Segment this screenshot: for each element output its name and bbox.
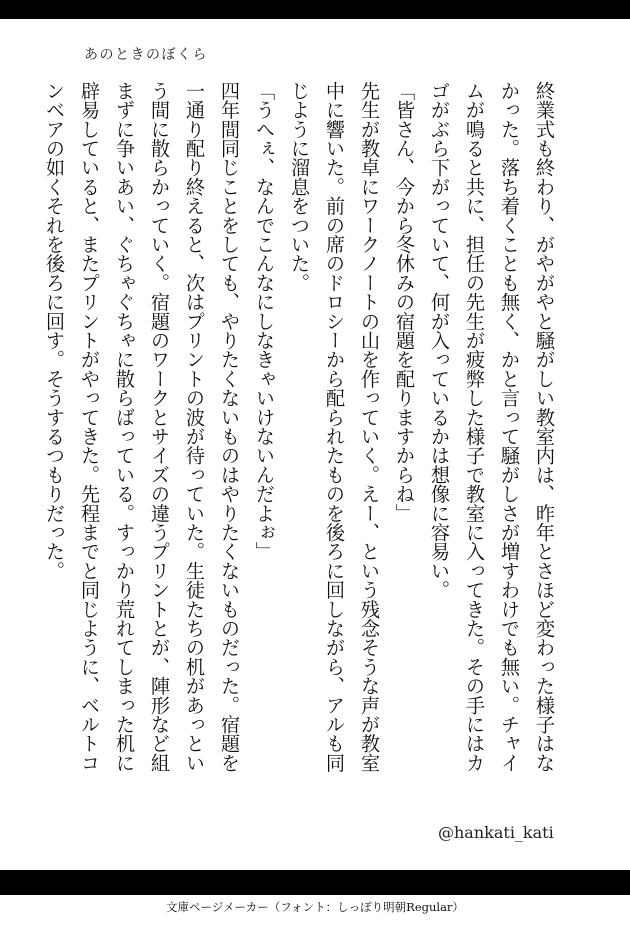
book-title: あのときのぼくら	[84, 47, 208, 63]
paragraph: 終業式も終わり、がやがやと騒がしい教室内は、昨年とさほど変わった様子はなかった。落ち着くことも無く、かと言って騒がしさが増すわけでも無い。チャイムが鳴ると共に、担任の先生が疲弊した様子で教室に入ってきた。その手にはカゴがぶら下がっていて、何が入っているかは想像に容易い。	[428, 81, 556, 773]
body-text	[43, 81, 562, 781]
paragraph: 四年間同じことをしても、やりたくないものはやりたくないものだった。宿題を一通り配り終えると、次はプリントの波が待っていた。生徒たちの机があっという間に散らかっていく。宿題のワークとサイズの違うプリントとが、陣形など組まずに争いあい、ぐちゃぐちゃに散らばっている。すっかり荒れてしまった机に辟易していると、またプリントがやってきた。先程までと同じように、ベルトコンベアの如くそれを後ろに回す。そうするつもりだった。	[43, 81, 241, 773]
book-page	[0, 19, 630, 870]
author-handle: @hankati_kati	[438, 823, 554, 842]
paragraph: 先生が教卓にワークノートの山を作っていく。えー、という残念そうな声が教室中に響いた。前の席のドロシーから配られたものを後ろに回しながら、アルも同じように溜息をついた。	[288, 81, 381, 773]
paragraph: 「うへぇ、なんでこんなにしなきゃいけないんだよぉ」	[253, 81, 276, 561]
paragraph: 「皆さん、今から冬休みの宿題を配りますからね」	[393, 81, 416, 523]
footer-caption: 文庫ページメーカー（フォント：しっぽり明朝Regular）	[0, 895, 630, 928]
